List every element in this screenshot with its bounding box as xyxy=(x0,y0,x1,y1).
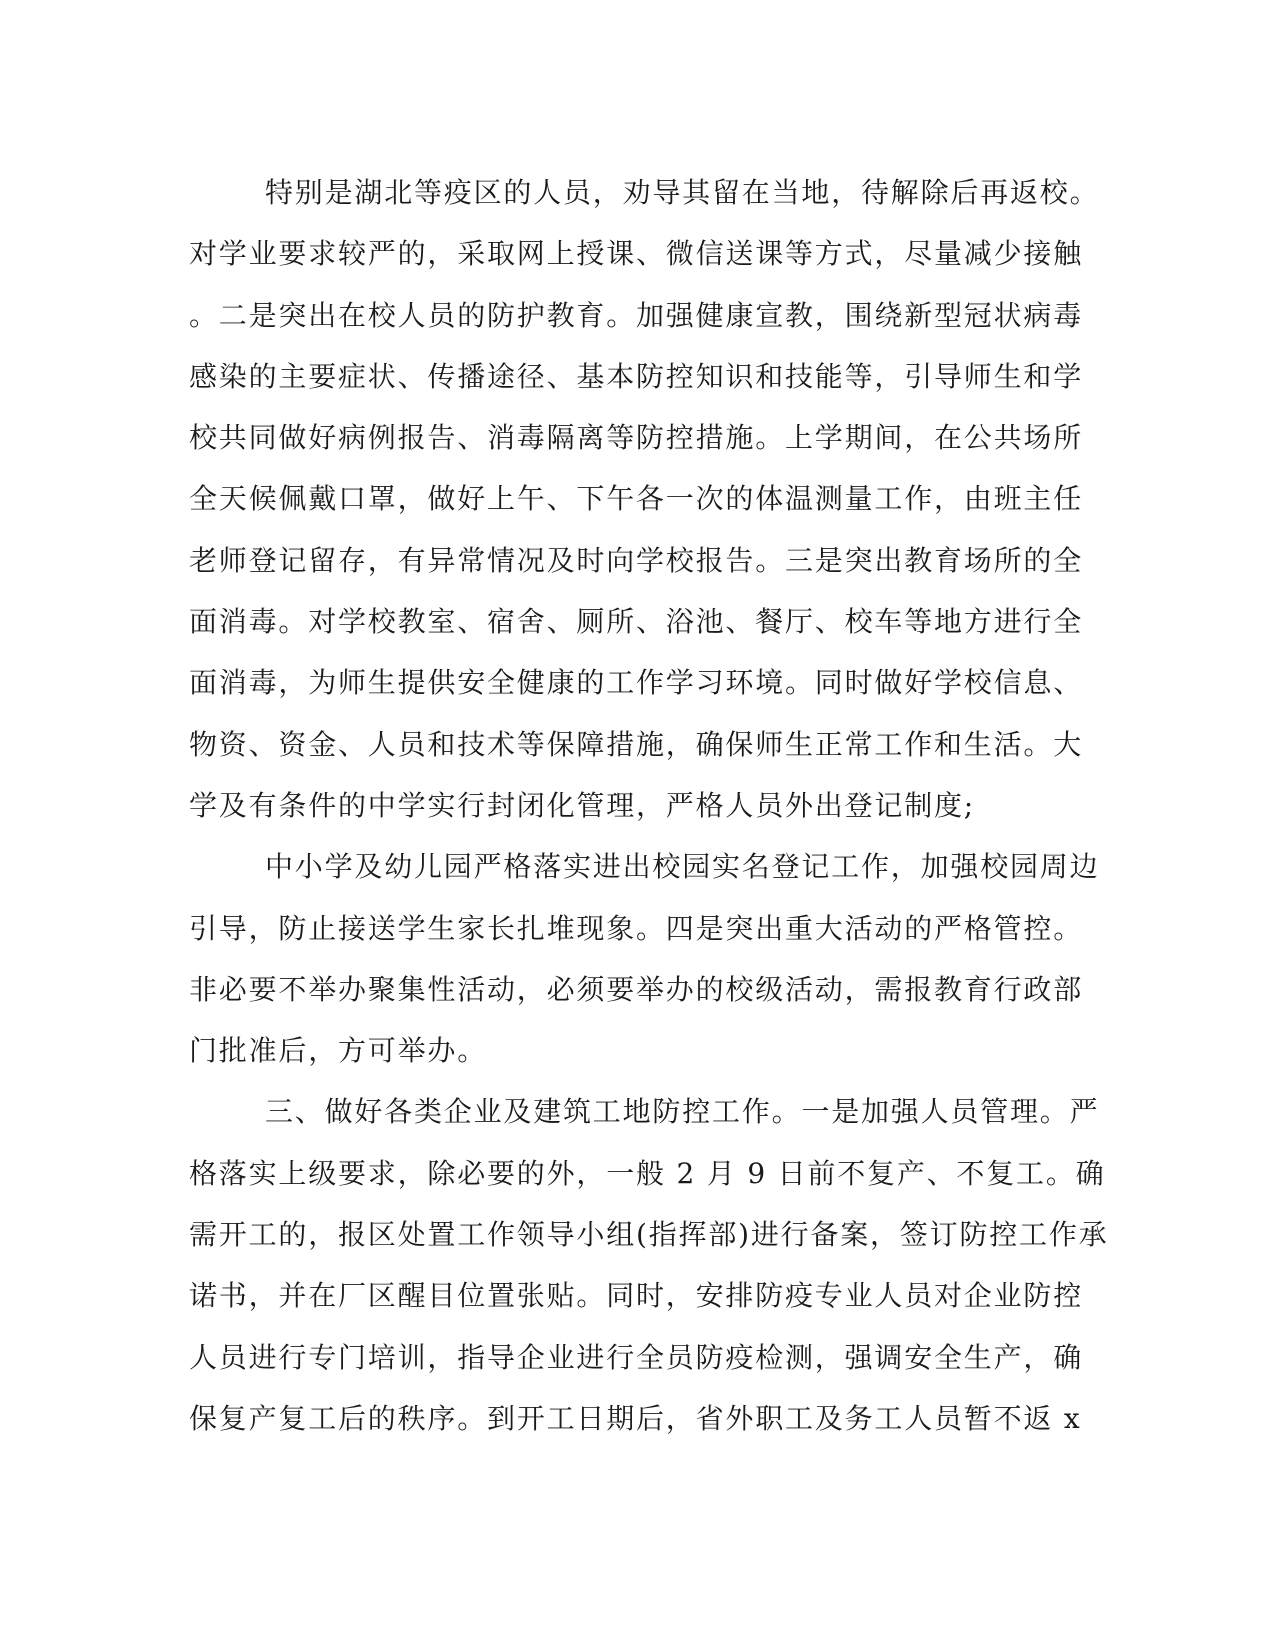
text-line: 校共同做好病例报告、消毒隔离等防控措施。上学期间，在公共场所 xyxy=(189,421,1084,455)
text-line: 需开工的，报区处置工作领导小组(指挥部)进行备案，签订防控工作承 xyxy=(189,1218,1109,1252)
text-line: 人员进行专门培训，指导企业进行全员防疫检测，强调安全生产，确 xyxy=(189,1340,1084,1374)
text-line: 格落实上级要求，除必要的外，一般 2 月 9 日前不复产、不复工。确 xyxy=(189,1156,1106,1190)
text-line: 老师登记留存，有异常情况及时向学校报告。三是突出教育场所的全 xyxy=(189,543,1084,577)
paragraph-2 xyxy=(189,836,1100,1081)
text-line: 中小学及幼儿园严格落实进出校园实名登记工作，加强校园周边 xyxy=(265,850,1100,884)
text-line: 引导，防止接送学生家长扎堆现象。四是突出重大活动的严格管控。 xyxy=(189,911,1084,945)
text-line: 诺书，并在厂区醒目位置张贴。同时，安排防疫专业人员对企业防控 xyxy=(189,1279,1084,1313)
text-line: 全天候佩戴口罩，做好上午、下午各一次的体温测量工作，由班主任 xyxy=(189,482,1084,516)
text-line: 面消毒。对学校教室、宿舍、厕所、浴池、餐厅、校车等地方进行全 xyxy=(189,605,1084,639)
text-line: 面消毒，为师生提供安全健康的工作学习环境。同时做好学校信息、 xyxy=(189,666,1084,700)
text-line: 非必要不举办聚集性活动，必须要举办的校级活动，需报教育行政部 xyxy=(189,972,1084,1006)
text-line: 保复产复工后的秩序。到开工日期后，省外职工及务工人员暂不返 x xyxy=(189,1401,1082,1435)
text-line: 特别是湖北等疫区的人员，劝导其留在当地，待解除后再返校。 xyxy=(265,176,1100,209)
text-line: 门批准后，方可举办。 xyxy=(189,1034,488,1068)
text-line: 三、做好各类企业及建筑工地防控工作。一是加强人员管理。严 xyxy=(265,1095,1100,1129)
text-line: 物资、资金、人员和技术等保障措施，确保师生正常工作和生活。大 xyxy=(189,727,1084,761)
paragraph-3 xyxy=(189,1081,1109,1449)
text-line: 学及有条件的中学实行封闭化管理，严格人员外出登记制度; xyxy=(189,788,976,822)
text-line: 对学业要求较严的，采取网上授课、微信送课等方式，尽量减少接触 xyxy=(189,237,1084,271)
text-line: 感染的主要症状、传播途径、基本防控知识和技能等，引导师生和学 xyxy=(189,359,1084,393)
paragraph-1 xyxy=(189,162,1100,836)
text-line: 。二是突出在校人员的防护教育。加强健康宣教，围绕新型冠状病毒 xyxy=(189,298,1084,332)
document-body xyxy=(189,162,1109,1449)
